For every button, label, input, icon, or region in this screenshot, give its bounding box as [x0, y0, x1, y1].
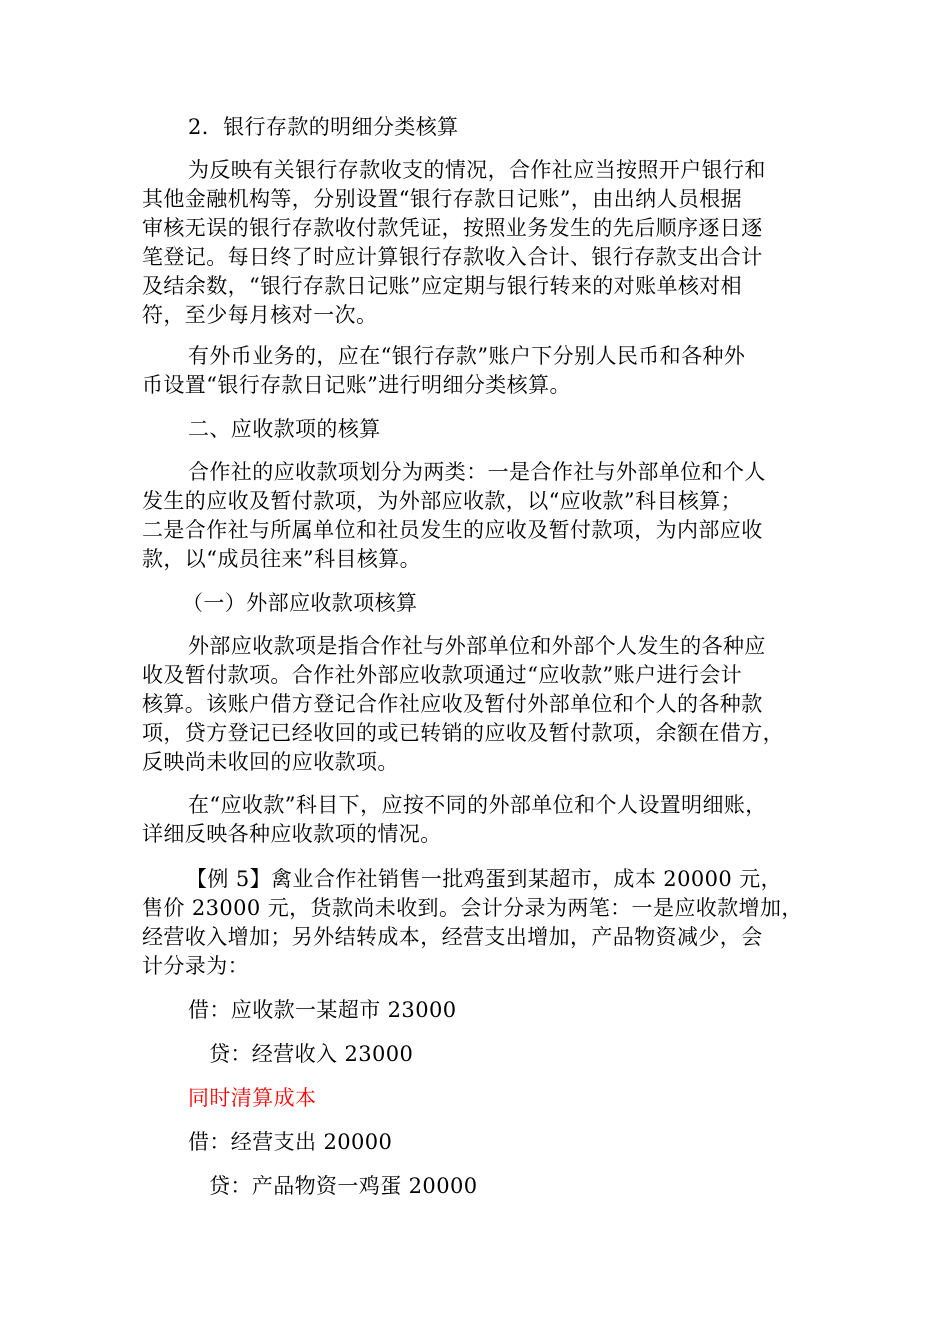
paragraph-line: 合作社的应收款项划分为两类：一是合作社与外部单位和个人: [188, 460, 766, 484]
paragraph-line: 有外币业务的，应在“银行存款”账户下分别人民币和各种外: [188, 344, 746, 368]
paragraph-line: 其他金融机构等，分别设置“银行存款日记账”，由出纳人员根据: [142, 187, 743, 211]
paragraph-line: 收及暂付款项。合作社外部应收款项通过“应收款”账户进行会计: [142, 663, 743, 687]
subsection-heading: （一）外部应收款项核算: [182, 591, 418, 615]
example-line: 售价 23000 元，货款尚未收到。会计分录为两笔：一是应收款增加，: [142, 896, 803, 920]
section-heading: 2．银行存款的明细分类核算: [188, 115, 459, 139]
paragraph-line: 笔登记。每日终了时应计算银行存款收入合计、银行存款支出合计: [142, 245, 763, 269]
paragraph-line: 反映尚未收回的应收款项。: [142, 750, 399, 774]
paragraph-line: 审核无误的银行存款收付款凭证，按照业务发生的先后顺序逐日逐: [142, 216, 763, 240]
cost-settlement-note: 同时清算成本: [188, 1086, 317, 1110]
paragraph-line: 币设置“银行存款日记账”进行明细分类核算。: [142, 373, 571, 397]
journal-entry-debit: 借：应收款一某超市 23000: [188, 998, 457, 1022]
paragraph-line: 符，至少每月核对一次。: [142, 303, 378, 327]
paragraph-line: 为反映有关银行存款收支的情况，合作社应当按照开户银行和: [188, 158, 766, 182]
paragraph-line: 项，贷方登记已经收回的或已转销的应收及暂付款项，余额在借方，: [142, 721, 784, 745]
paragraph-line: 发生的应收及暂付款项，为外部应收款，以“应收款”科目核算；: [142, 489, 743, 513]
example-line: 经营收入增加；另外结转成本，经营支出增加，产品物资减少，会: [142, 925, 763, 949]
example-line: 【例 5】禽业合作社销售一批鸡蛋到某超市，成本 20000 元，: [186, 867, 782, 891]
paragraph-line: 外部应收款项是指合作社与外部单位和外部个人发生的各种应: [188, 634, 766, 658]
paragraph-line: 款，以“成员往来”科目核算。: [142, 547, 422, 571]
section-heading: 二、应收款项的核算: [188, 417, 381, 441]
journal-entry-credit: 贷：经营收入 23000: [209, 1042, 414, 1066]
journal-entry-credit: 贷：产品物资一鸡蛋 20000: [209, 1174, 478, 1198]
journal-entry-debit: 借：经营支出 20000: [188, 1130, 393, 1154]
paragraph-line: 详细反映各种应收款项的情况。: [142, 822, 442, 846]
paragraph-line: 在“应收款”科目下，应按不同的外部单位和个人设置明细账，: [188, 793, 767, 817]
example-line: 计分录为：: [142, 954, 249, 978]
paragraph-line: 及结余数，“银行存款日记账”应定期与银行转来的对账单核对相: [142, 274, 743, 298]
paragraph-line: 二是合作社与所属单位和社员发生的应收及暂付款项，为内部应收: [142, 518, 763, 542]
paragraph-line: 核算。该账户借方登记合作社应收及暂付外部单位和个人的各种款: [142, 692, 763, 716]
